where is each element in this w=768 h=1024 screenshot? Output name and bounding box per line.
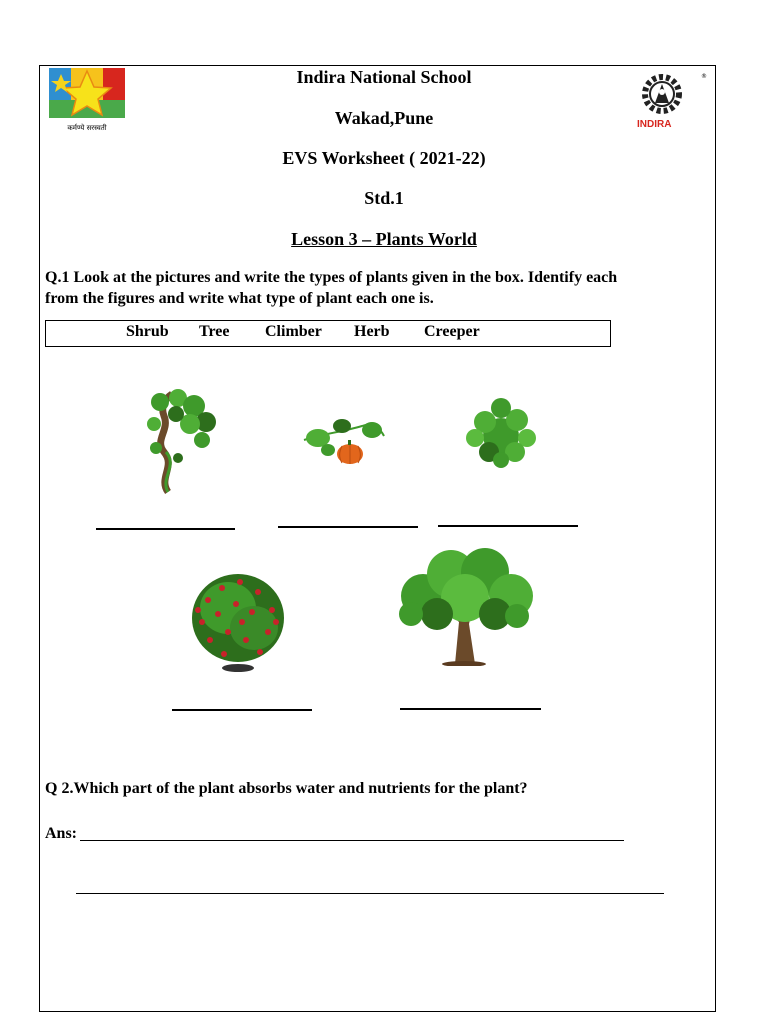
q2-ans-label: Ans: — [45, 825, 78, 842]
standard: Std.1 — [364, 188, 404, 208]
herb-plant-icon — [461, 392, 541, 470]
options-box — [45, 320, 611, 347]
creeper-pumpkin-icon — [302, 412, 386, 466]
q1-line2: from the figures and write what type of plant each one is. — [45, 290, 434, 307]
climber-plant-icon — [138, 388, 222, 496]
tree-icon — [393, 548, 535, 666]
option-creeper: Creeper — [424, 323, 480, 340]
q2-question: Q 2.Which part of the plant absorbs water and nutrients for the plant? — [45, 780, 528, 797]
option-herb: Herb — [354, 323, 390, 340]
logo-text: INDIRA — [637, 119, 672, 130]
logo-caption: कर्मण्ये सरस्वती — [67, 124, 107, 132]
q1-line1: Q.1 Look at the pictures and write the types of plants given in the box. Identify each — [45, 269, 618, 286]
answer-blank-shrub[interactable] — [172, 709, 312, 711]
shrub-rose-icon — [188, 570, 290, 674]
option-tree: Tree — [199, 323, 230, 340]
answer-blank-tree[interactable] — [400, 708, 541, 710]
option-shrub: Shrub — [126, 323, 169, 340]
answer-blank-creeper[interactable] — [278, 526, 418, 528]
lesson-title: Lesson 3 – Plants World — [291, 229, 477, 249]
answer-blank-climber[interactable] — [96, 528, 235, 530]
q2-answer-line-1[interactable] — [80, 840, 624, 841]
svg-text:®: ® — [701, 73, 707, 80]
q2-answer-line-2[interactable] — [76, 893, 664, 894]
school-name: Indira National School — [296, 67, 472, 87]
answer-blank-herb[interactable] — [438, 525, 578, 527]
worksheet-title: EVS Worksheet ( 2021-22) — [282, 148, 486, 168]
option-climber: Climber — [265, 323, 322, 340]
school-location: Wakad,Pune — [334, 108, 434, 128]
